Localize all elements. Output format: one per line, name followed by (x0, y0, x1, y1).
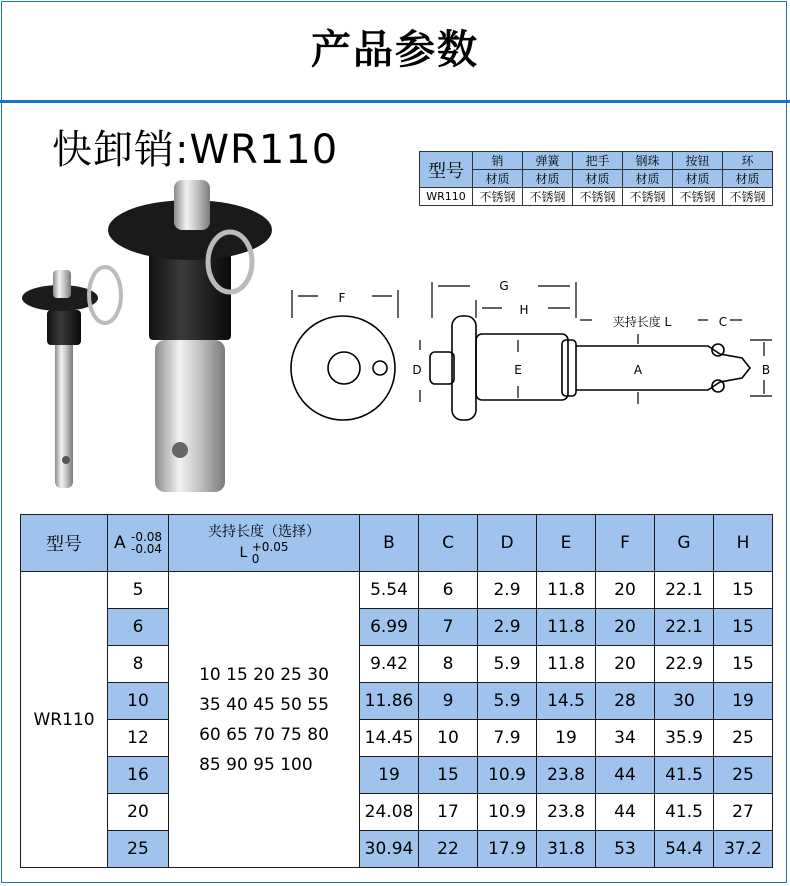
material-label: 材质 (673, 170, 723, 188)
spec-cell-c: 15 (419, 757, 478, 794)
spec-cell-h: 25 (714, 720, 773, 757)
spec-cell-e: 14.5 (537, 683, 596, 720)
spec-cell-b: 14.45 (360, 720, 419, 757)
spec-header-b: B (360, 515, 419, 572)
spec-cell-e: 11.8 (537, 646, 596, 683)
spec-cell-c: 9 (419, 683, 478, 720)
spec-cell-c: 22 (419, 831, 478, 868)
table-row (21, 757, 773, 794)
dim-label-clamp: 夹持长度 L (612, 315, 672, 329)
dim-label-g: G (499, 279, 509, 293)
spec-cell-e: 11.8 (537, 572, 596, 609)
table-row (21, 831, 773, 868)
spec-cell-g: 22.1 (655, 609, 714, 646)
material-label: 材质 (573, 170, 623, 188)
material-part-pin: 销 (473, 152, 523, 170)
table-row (21, 720, 773, 757)
spec-cell-f: 34 (596, 720, 655, 757)
dim-label-b: B (761, 363, 771, 377)
table-row (21, 609, 773, 646)
spec-cell-h: 19 (714, 683, 773, 720)
material-part-spring: 弹簧 (523, 152, 573, 170)
material-value: 不锈钢 (623, 188, 673, 206)
spec-header-clamp-l: L (239, 545, 248, 561)
material-value: 不锈钢 (523, 188, 573, 206)
spec-cell-f: 53 (596, 831, 655, 868)
spec-cell-f: 20 (596, 609, 655, 646)
dim-label-f: F (338, 291, 346, 305)
spec-clamp-cell (169, 572, 360, 868)
spec-cell-c: 10 (419, 720, 478, 757)
table-row (21, 646, 773, 683)
spec-header-g: G (655, 515, 714, 572)
dim-label-h: H (519, 303, 529, 317)
spec-cell-d: 5.9 (478, 646, 537, 683)
spec-cell-b: 6.99 (360, 609, 419, 646)
spec-cell-d: 2.9 (478, 572, 537, 609)
dim-label-d: D (412, 363, 422, 377)
spec-cell-b: 30.94 (360, 831, 419, 868)
spec-cell-d: 10.9 (478, 757, 537, 794)
clamp-length-line: 35 40 45 50 55 (199, 694, 329, 715)
spec-header-clamp-title: 夹持长度（选择） (208, 524, 320, 540)
spec-cell-a: 25 (108, 831, 169, 868)
end-view-hole (373, 361, 387, 375)
spec-cell-d: 17.9 (478, 831, 537, 868)
clamp-length-line: 85 90 95 100 (199, 754, 313, 775)
material-table (419, 151, 773, 206)
spec-cell-h: 25 (714, 757, 773, 794)
spec-cell-h: 15 (714, 572, 773, 609)
spec-cell-g: 41.5 (655, 794, 714, 831)
material-model-header: 型号 (420, 152, 473, 188)
spec-header-e: E (537, 515, 596, 572)
spec-cell-a: 20 (108, 794, 169, 831)
spec-model-cell: WR110 (21, 572, 108, 868)
clamp-tol-lower: 0 (251, 552, 260, 566)
spec-cell-g: 54.4 (655, 831, 714, 868)
a-tol-lower: -0.04 (130, 542, 163, 556)
spec-cell-g: 22.1 (655, 572, 714, 609)
end-view-bore (328, 352, 360, 384)
spec-header-f: F (596, 515, 655, 572)
table-row (21, 683, 773, 720)
a-tol-upper: -0.08 (130, 530, 163, 544)
material-value: 不锈钢 (723, 188, 773, 206)
material-label: 材质 (523, 170, 573, 188)
spec-cell-f: 44 (596, 757, 655, 794)
clamp-tol-upper: +0.05 (251, 540, 289, 554)
spec-cell-b: 9.42 (360, 646, 419, 683)
header-divider (0, 100, 790, 103)
spec-cell-c: 17 (419, 794, 478, 831)
spec-cell-e: 23.8 (537, 757, 596, 794)
spec-header-model: 型号 (21, 515, 108, 572)
material-label: 材质 (723, 170, 773, 188)
spec-cell-h: 37.2 (714, 831, 773, 868)
spec-header-clamp-tolerance (252, 541, 289, 565)
material-part-button: 按钮 (673, 152, 723, 170)
large-pin (108, 180, 272, 492)
spec-cell-g: 41.5 (655, 757, 714, 794)
spec-cell-c: 6 (419, 572, 478, 609)
spec-cell-e: 31.8 (537, 831, 596, 868)
clamp-length-list (199, 660, 329, 780)
end-view-flange (291, 316, 395, 420)
spec-cell-b: 11.86 (360, 683, 419, 720)
page-header (0, 0, 790, 100)
product-photo (0, 170, 300, 500)
spec-header-d: D (478, 515, 537, 572)
spec-header-c: C (419, 515, 478, 572)
spec-cell-a: 10 (108, 683, 169, 720)
spec-cell-b: 24.08 (360, 794, 419, 831)
spec-cell-h: 15 (714, 646, 773, 683)
spec-cell-a: 16 (108, 757, 169, 794)
spec-cell-h: 27 (714, 794, 773, 831)
spec-cell-d: 7.9 (478, 720, 537, 757)
spec-cell-a: 6 (108, 609, 169, 646)
spec-header-a (108, 515, 169, 572)
table-row (21, 794, 773, 831)
spec-header-a-tolerance (131, 531, 162, 555)
spec-cell-g: 30 (655, 683, 714, 720)
spec-cell-b: 19 (360, 757, 419, 794)
spec-cell-g: 22.9 (655, 646, 714, 683)
spec-cell-f: 28 (596, 683, 655, 720)
spec-header-h: H (714, 515, 773, 572)
spec-cell-d: 5.9 (478, 683, 537, 720)
spec-cell-f: 44 (596, 794, 655, 831)
spec-cell-d: 2.9 (478, 609, 537, 646)
spec-cell-h: 15 (714, 609, 773, 646)
material-value: 不锈钢 (573, 188, 623, 206)
material-value: 不锈钢 (673, 188, 723, 206)
material-label: 材质 (623, 170, 673, 188)
specs-table (20, 514, 773, 868)
spec-header-a-label: A (113, 533, 126, 553)
material-label: 材质 (473, 170, 523, 188)
technical-drawing (280, 260, 790, 440)
spec-cell-e: 11.8 (537, 609, 596, 646)
spec-cell-d: 10.9 (478, 794, 537, 831)
small-pin (22, 267, 121, 488)
clamp-length-line: 10 15 20 25 30 (199, 664, 329, 685)
spec-cell-e: 19 (537, 720, 596, 757)
spec-cell-a: 8 (108, 646, 169, 683)
material-part-handle: 把手 (573, 152, 623, 170)
spec-header-clamp (169, 515, 360, 572)
clamp-length-line: 60 65 70 75 80 (199, 724, 329, 745)
spec-cell-e: 23.8 (537, 794, 596, 831)
product-title: 快卸销:WR110 (52, 127, 339, 173)
spec-cell-f: 20 (596, 572, 655, 609)
spec-cell-g: 35.9 (655, 720, 714, 757)
dim-label-a: A (633, 363, 643, 377)
material-model-value: WR110 (420, 188, 473, 206)
dim-label-c: C (718, 315, 728, 329)
page-title: 产品参数 (311, 27, 479, 73)
specs-header-row (21, 515, 773, 572)
material-part-ball: 钢珠 (623, 152, 673, 170)
spec-cell-b: 5.54 (360, 572, 419, 609)
material-part-ring: 环 (723, 152, 773, 170)
spec-cell-a: 12 (108, 720, 169, 757)
spec-cell-c: 8 (419, 646, 478, 683)
spec-cell-f: 20 (596, 646, 655, 683)
table-row (21, 572, 773, 609)
dim-label-e: E (514, 363, 522, 377)
spec-cell-a: 5 (108, 572, 169, 609)
spec-cell-c: 7 (419, 609, 478, 646)
material-value: 不锈钢 (473, 188, 523, 206)
